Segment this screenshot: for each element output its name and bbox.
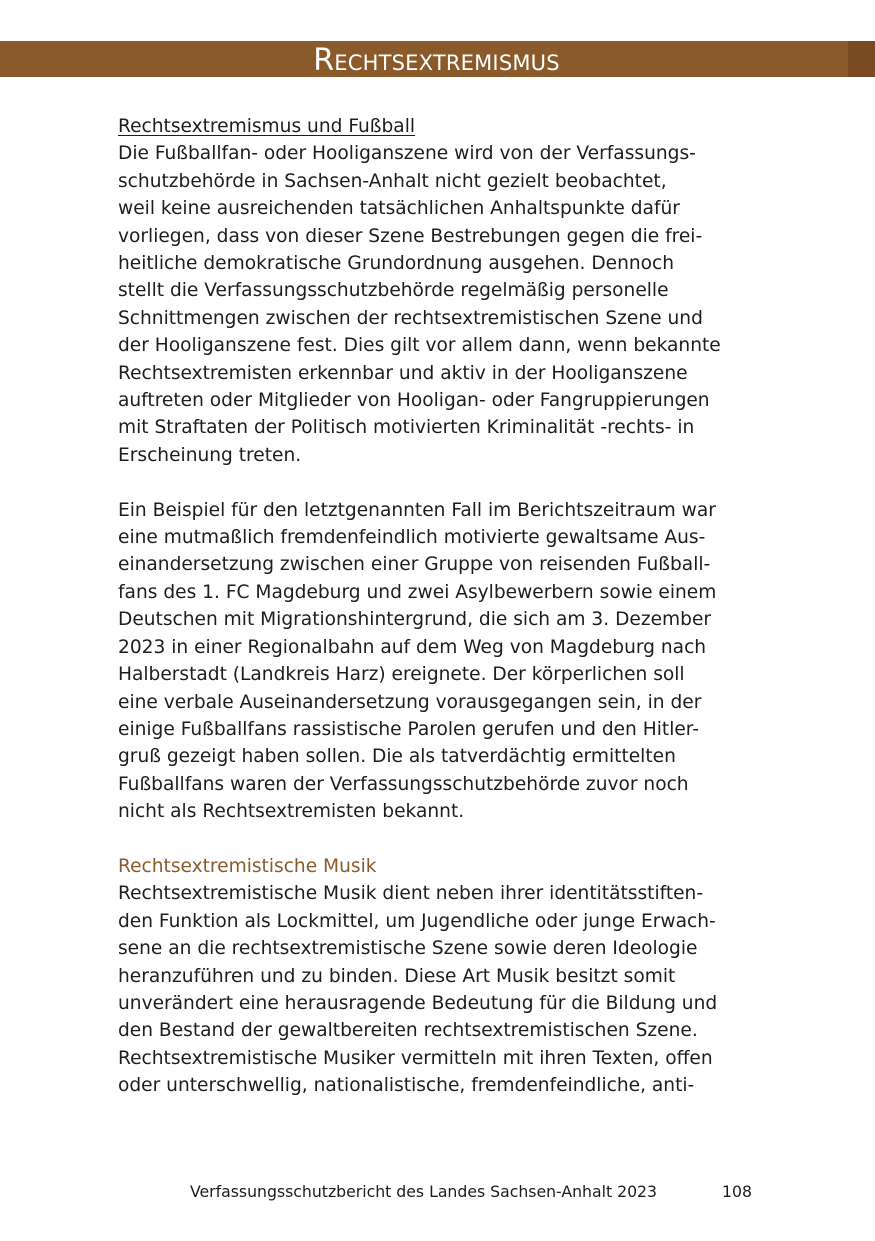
text-line: heranzuführen und zu binden. Diese Art Musik besitzt somit [118, 965, 676, 987]
text-line: schutzbehörde in Sachsen-Anhalt nicht gezielt beobachtet, [118, 170, 667, 192]
page-number: 108 [722, 1182, 752, 1201]
text-line: 2023 in einer Regionalbahn auf dem Weg von Magdeburg nach [118, 636, 707, 658]
section-music [118, 853, 763, 1100]
text-line: auftreten oder Mitglieder von Hooligan- oder Fangruppierungen [118, 390, 710, 412]
section-gap [118, 826, 763, 853]
text-line: oder unterschwellig, nationalistische, fremdenfeindliche, anti- [118, 1075, 695, 1097]
text-line: fans des 1. FC Magdeburg und zwei Asylbewerbern sowie einem [118, 581, 717, 603]
chapter-title: Rechtsextremismus [313, 43, 560, 78]
section-football [118, 113, 763, 826]
footer-title: Verfassungsschutzbericht des Landes Sachsen-Anhalt 2023 [190, 1182, 658, 1201]
text-line: unverändert eine herausragende Bedeutung für die Bildung und [118, 992, 718, 1014]
text-line: Halberstadt (Landkreis Harz) ereignete. Der körperlichen soll [118, 664, 685, 686]
text-line: gruß gezeigt haben sollen. Die als tatverdächtig ermittelten [118, 746, 676, 768]
text-line: Rechtsextremistische Musik dient neben ihrer identitätsstiften- [118, 883, 704, 905]
section-heading: Rechtsextremismus und Fußball [118, 116, 416, 137]
text-line: Fußballfans waren der Verfassungsschutzbehörde zuvor noch [118, 773, 689, 795]
text-line: Rechtsextremistische Musiker vermitteln mit ihren Texten, offen [118, 1047, 713, 1069]
text-line: einandersetzung zwischen einer Gruppe von reisenden Fußball- [118, 554, 711, 576]
text-line: eine mutmaßlich fremdenfeindlich motivierte gewaltsame Aus- [118, 527, 706, 549]
text-line: nicht als Rechtsextremisten bekannt. [118, 801, 465, 823]
text-line: eine verbale Auseinandersetzung vorausgegangen sein, in der [118, 691, 702, 713]
text-line: sene an die rechtsextremistische Szene sowie deren Ideologie [118, 938, 698, 960]
text-line: Erscheinung treten. [118, 444, 302, 466]
text-line: Ein Beispiel für den letztgenannten Fall im Berichtszeitraum war [118, 499, 716, 521]
text-line: den Bestand der gewaltbereiten rechtsextremistischen Szene. [118, 1020, 698, 1042]
text-line: mit Straftaten der Politisch motivierten Kriminalität -rechts- in [118, 417, 695, 439]
paragraph [118, 497, 763, 826]
text-line: den Funktion als Lockmittel, um Jugendliche oder junge Erwach- [118, 910, 716, 932]
text-line: Deutschen mit Migrationshintergrund, die sich am 3. Dezember [118, 609, 712, 631]
text-line: Die Fußballfan- oder Hooliganszene wird von der Verfassungs- [118, 143, 696, 165]
text-line: Schnittmengen zwischen der rechtsextremistischen Szene und [118, 307, 703, 329]
text-line: Rechtsextremisten erkennbar und aktiv in der Hooliganszene [118, 362, 688, 384]
text-line: weil keine ausreichenden tatsächlichen Anhaltspunkte dafür [118, 198, 680, 220]
text-line: der Hooliganszene fest. Dies gilt vor allem dann, wenn bekannte [118, 335, 721, 357]
text-line: stellt die Verfassungsschutzbehörde regelmäßig personelle [118, 280, 669, 302]
section-heading: Rechtsextremistische Musik [118, 855, 377, 877]
paragraph [118, 880, 763, 1099]
text-line: heitliche demokratische Grundordnung ausgehen. Dennoch [118, 253, 675, 275]
page-content [118, 113, 763, 1100]
text-line: vorliegen, dass von dieser Szene Bestrebungen gegen die frei- [118, 225, 703, 247]
paragraph-gap [118, 469, 763, 496]
paragraph [118, 140, 763, 469]
text-line: einige Fußballfans rassistische Parolen gerufen und den Hitler- [118, 718, 699, 740]
